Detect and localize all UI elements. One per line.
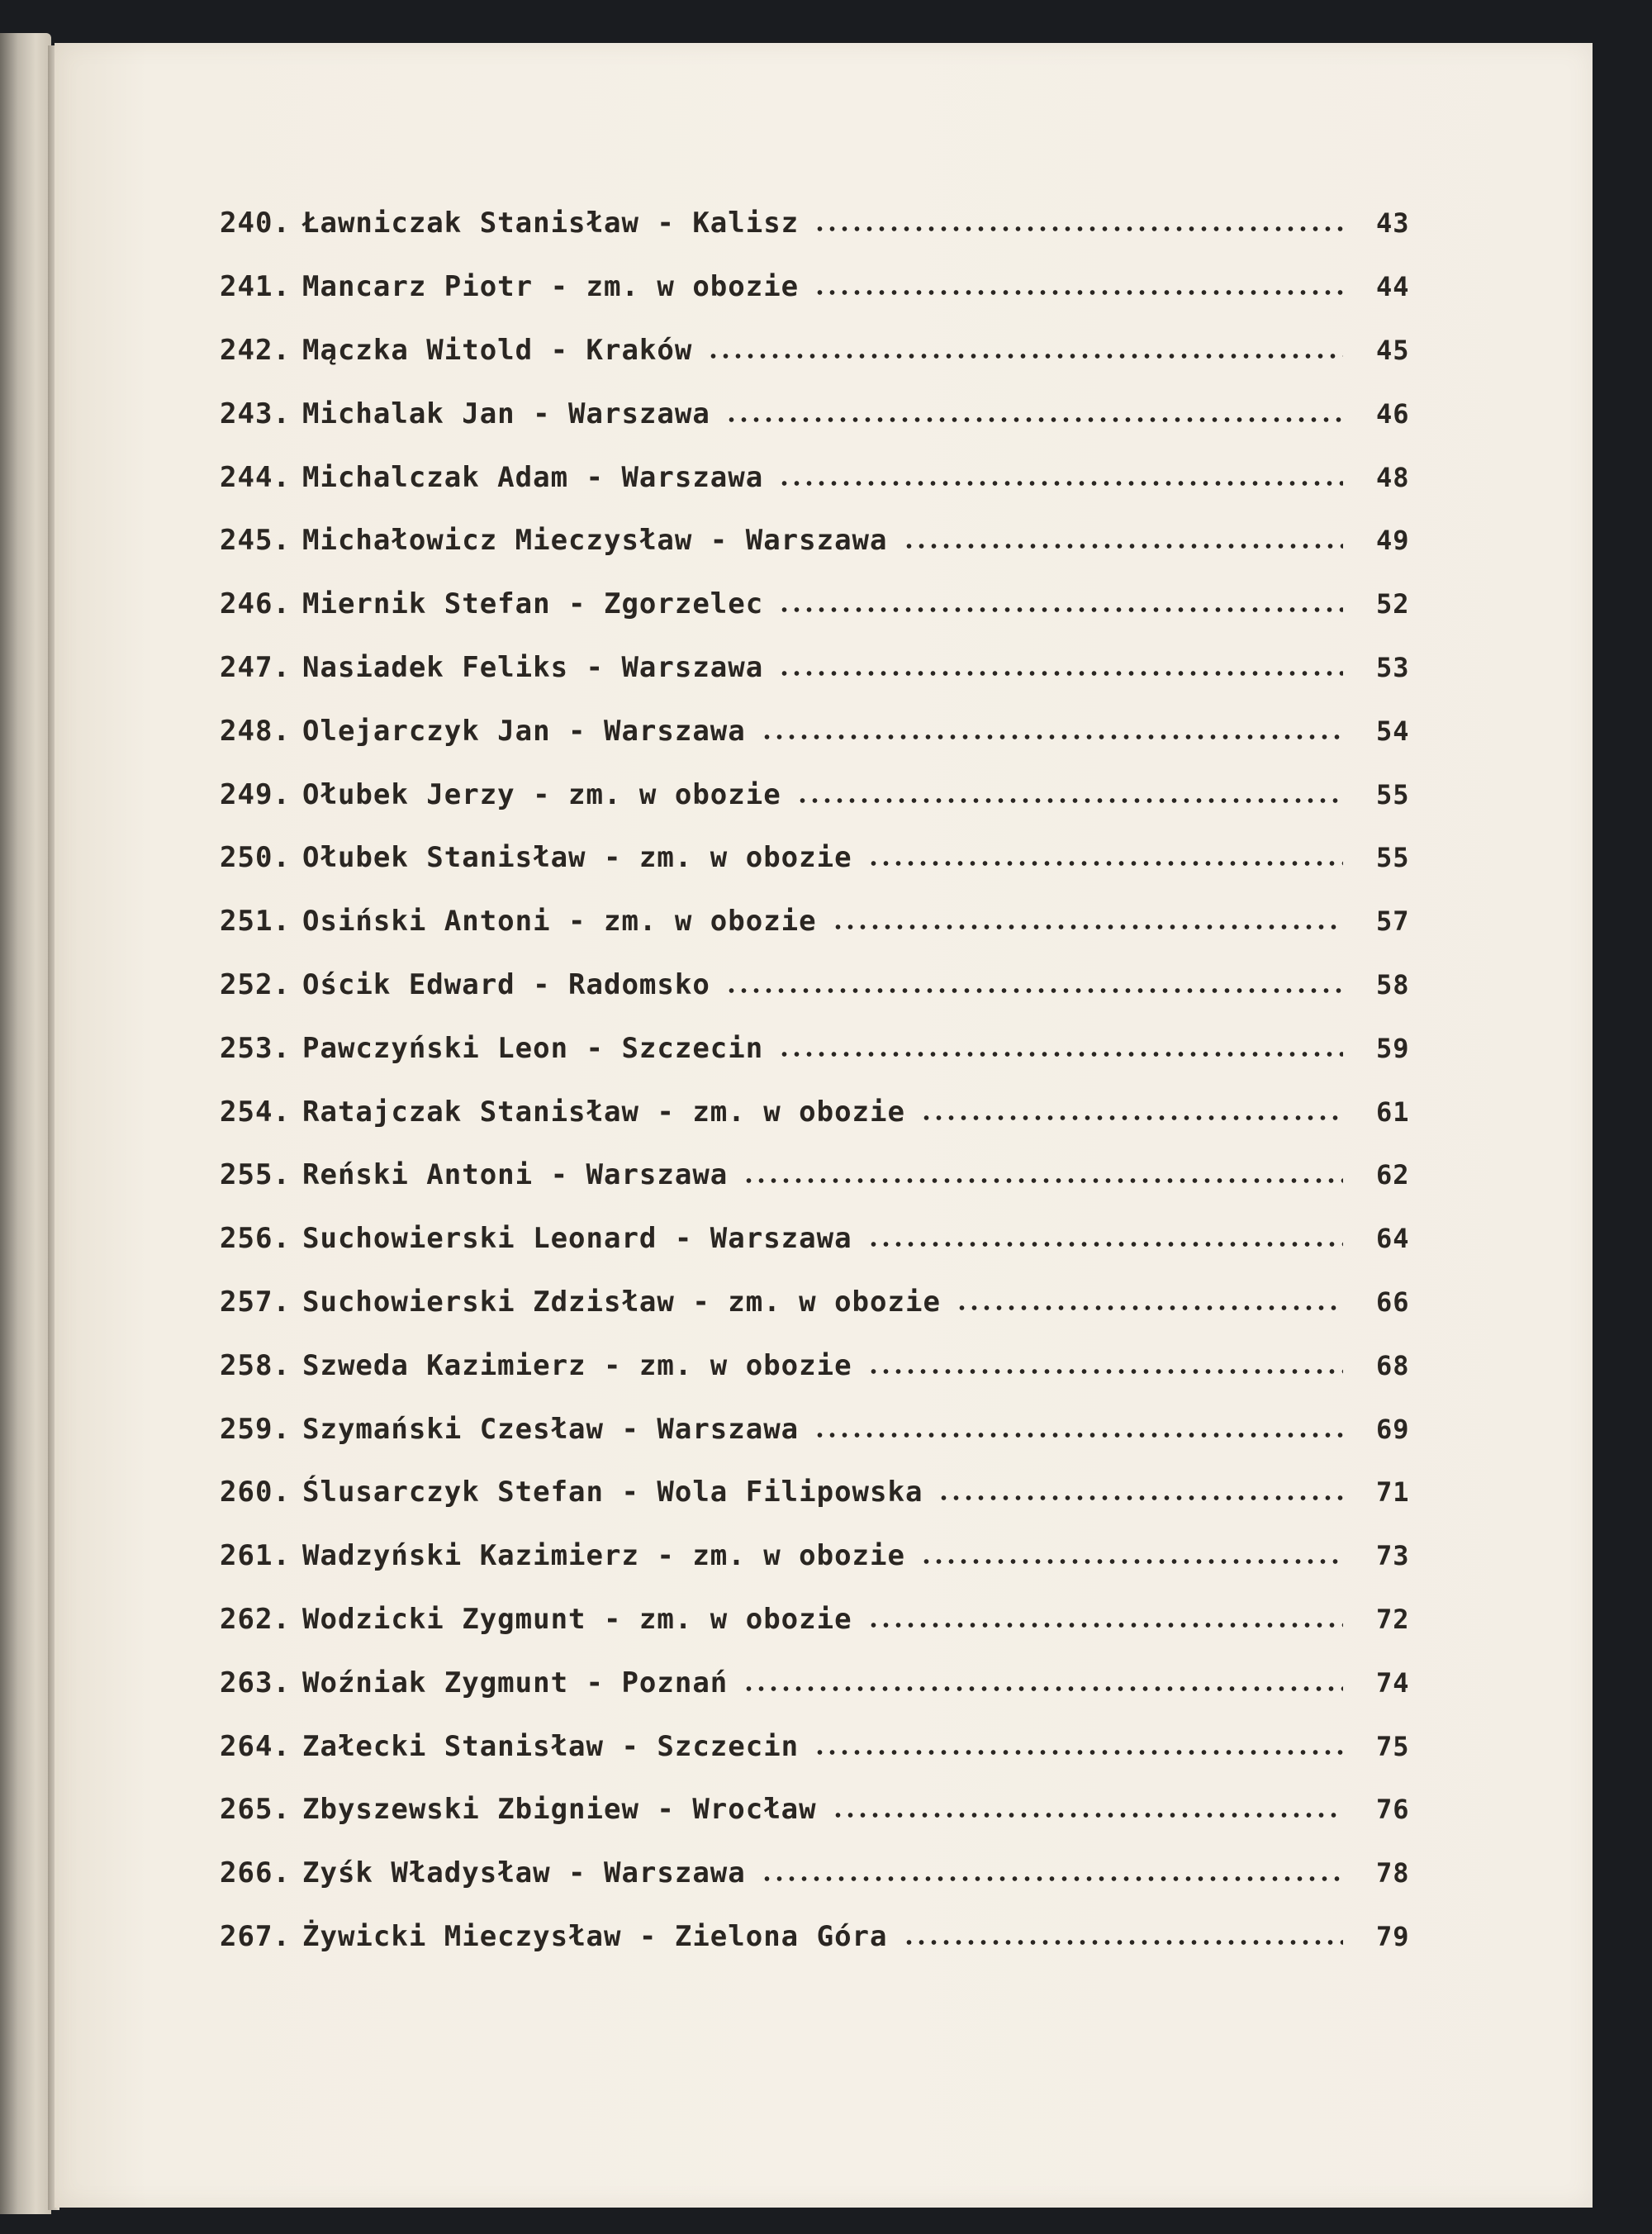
dot-leader: [814, 1432, 1343, 1438]
toc-entry: [220, 636, 1442, 700]
dot-leader: [867, 1622, 1343, 1628]
entry-title: Załecki Stanisław - Szczecin: [302, 1729, 800, 1763]
entry-title: Michałowicz Mieczysław - Warszawa: [302, 524, 888, 558]
dot-leader: [938, 1495, 1343, 1501]
entry-page-number: 75: [1376, 1730, 1410, 1762]
toc-entry: [220, 763, 1442, 826]
toc-entry: [220, 573, 1442, 636]
dot-leader: [832, 924, 1343, 930]
entry-number: 249.: [220, 777, 291, 811]
entry-number: 250.: [220, 841, 291, 875]
entry-title: Wadzyński Kazimierz - zm. w obozie: [302, 1539, 905, 1573]
entry-title: Miernik Stefan - Zgorzelec: [302, 587, 764, 621]
dot-leader: [867, 1241, 1343, 1248]
dot-leader: [778, 606, 1343, 613]
entry-number: 251.: [220, 905, 291, 939]
toc-entry: [220, 826, 1442, 890]
entry-number: 255.: [220, 1158, 291, 1192]
entry-page-number: 68: [1376, 1349, 1410, 1381]
entry-title: Szweda Kazimierz - zm. w obozie: [302, 1348, 852, 1382]
entry-title: Woźniak Zygmunt - Poznań: [302, 1666, 729, 1699]
entry-title: Wodzicki Zygmunt - zm. w obozie: [302, 1602, 852, 1636]
entry-number: 258.: [220, 1348, 291, 1382]
toc-entry: [220, 1333, 1442, 1397]
toc-entry: [220, 1524, 1442, 1588]
entry-page-number: 74: [1376, 1666, 1410, 1699]
entry-page-number: 55: [1376, 778, 1410, 810]
toc-entry: [220, 1207, 1442, 1271]
dot-leader: [814, 289, 1343, 296]
entry-page-number: 59: [1376, 1032, 1410, 1064]
entry-number: 241.: [220, 270, 291, 304]
entry-page-number: 43: [1376, 207, 1410, 240]
entry-number: 245.: [220, 524, 291, 558]
entry-number: 247.: [220, 650, 291, 684]
entry-page-number: 49: [1376, 525, 1410, 557]
entry-title: Ślusarczyk Stefan - Wola Filipowska: [302, 1476, 923, 1509]
dot-leader: [832, 1812, 1343, 1818]
entry-page-number: 79: [1376, 1920, 1410, 1952]
dot-leader: [761, 734, 1343, 740]
entry-page-number: 52: [1376, 588, 1410, 620]
entry-page-number: 71: [1376, 1476, 1410, 1509]
entry-title: Ołubek Stanisław - zm. w obozie: [302, 841, 852, 875]
dot-leader: [903, 543, 1343, 549]
entry-page-number: 54: [1376, 715, 1410, 747]
toc-entry: [220, 1271, 1442, 1334]
entry-title: Szymański Czesław - Warszawa: [302, 1412, 800, 1446]
dot-leader: [920, 1558, 1343, 1565]
toc-entry: [220, 1080, 1442, 1143]
entry-number: 265.: [220, 1793, 291, 1827]
entry-number: 264.: [220, 1729, 291, 1763]
entry-title: Zbyszewski Zbigniew - Wrocław: [302, 1793, 817, 1827]
entry-number: 243.: [220, 397, 291, 430]
toc-entry: [220, 509, 1442, 573]
entry-page-number: 73: [1376, 1540, 1410, 1572]
dot-leader: [761, 1875, 1343, 1882]
entry-title: Olejarczyk Jan - Warszawa: [302, 714, 746, 748]
toc-entry: [220, 1714, 1442, 1778]
entry-page-number: 58: [1376, 968, 1410, 1001]
entry-page-number: 78: [1376, 1857, 1410, 1889]
entry-number: 254.: [220, 1095, 291, 1129]
entry-title: Suchowierski Zdzisław - zm. w obozie: [302, 1285, 941, 1319]
entry-number: 252.: [220, 967, 291, 1001]
entry-number: 246.: [220, 587, 291, 621]
entry-number: 257.: [220, 1285, 291, 1319]
entry-title: Zyśk Władysław - Warszawa: [302, 1856, 746, 1890]
dot-leader: [903, 1939, 1343, 1946]
entry-number: 248.: [220, 714, 291, 748]
entry-title: Reński Antoni - Warszawa: [302, 1158, 729, 1192]
entry-title: Ławniczak Stanisław - Kalisz: [302, 207, 800, 240]
dot-leader: [707, 353, 1343, 359]
dot-leader: [743, 1177, 1343, 1184]
entry-title: Michalak Jan - Warszawa: [302, 397, 710, 430]
dot-leader: [814, 1749, 1343, 1756]
toc-entry: [220, 1143, 1442, 1207]
toc-entry: [220, 1905, 1442, 1969]
entry-title: Ołubek Jerzy - zm. w obozie: [302, 777, 781, 811]
toc-entry: [220, 953, 1442, 1017]
entry-page-number: 44: [1376, 271, 1410, 303]
entry-page-number: 46: [1376, 397, 1410, 430]
dot-leader: [814, 226, 1343, 232]
entry-number: 253.: [220, 1031, 291, 1065]
entry-number: 263.: [220, 1666, 291, 1699]
entry-number: 261.: [220, 1539, 291, 1573]
toc-entry: [220, 890, 1442, 953]
entry-page-number: 57: [1376, 905, 1410, 938]
entry-page-number: 48: [1376, 461, 1410, 493]
entry-title: Michalczak Adam - Warszawa: [302, 460, 764, 494]
entry-title: Suchowierski Leonard - Warszawa: [302, 1222, 852, 1256]
table-of-contents: [220, 192, 1442, 1968]
entry-title: Osiński Antoni - zm. w obozie: [302, 905, 817, 939]
entry-number: 259.: [220, 1412, 291, 1446]
entry-title: Żywicki Mieczysław - Zielona Góra: [302, 1919, 888, 1953]
toc-entry: [220, 1842, 1442, 1905]
toc-entry: [220, 445, 1442, 509]
entry-page-number: 45: [1376, 334, 1410, 366]
dot-leader: [796, 797, 1343, 804]
entry-title: Mączka Witold - Kraków: [302, 333, 693, 367]
toc-entry: [220, 1461, 1442, 1524]
entry-title: Pawczyński Leon - Szczecin: [302, 1031, 764, 1065]
entry-number: 260.: [220, 1476, 291, 1509]
entry-page-number: 55: [1376, 842, 1410, 874]
entry-title: Ratajczak Stanisław - zm. w obozie: [302, 1095, 905, 1129]
toc-entry: [220, 1651, 1442, 1714]
toc-entry: [220, 1397, 1442, 1461]
dot-leader: [778, 1051, 1343, 1058]
dot-leader: [778, 480, 1343, 487]
toc-entry: [220, 1016, 1442, 1080]
entry-number: 256.: [220, 1222, 291, 1256]
dot-leader: [956, 1305, 1343, 1311]
document-page: [55, 43, 1593, 2208]
entry-page-number: 69: [1376, 1413, 1410, 1445]
dot-leader: [867, 860, 1343, 867]
dot-leader: [725, 987, 1343, 994]
dot-leader: [867, 1368, 1343, 1375]
entry-page-number: 72: [1376, 1603, 1410, 1635]
toc-entry: [220, 1778, 1442, 1842]
entry-title: Nasiadek Feliks - Warszawa: [302, 650, 764, 684]
entry-page-number: 66: [1376, 1286, 1410, 1318]
dot-leader: [743, 1685, 1343, 1692]
entry-page-number: 62: [1376, 1159, 1410, 1191]
entry-number: 240.: [220, 207, 291, 240]
entry-number: 244.: [220, 460, 291, 494]
entry-page-number: 64: [1376, 1223, 1410, 1255]
entry-page-number: 53: [1376, 651, 1410, 683]
toc-entry: [220, 255, 1442, 319]
entry-number: 267.: [220, 1919, 291, 1953]
entry-number: 262.: [220, 1602, 291, 1636]
entry-page-number: 76: [1376, 1794, 1410, 1826]
entry-title: Ościk Edward - Radomsko: [302, 967, 710, 1001]
dot-leader: [778, 670, 1343, 677]
entry-title: Mancarz Piotr - zm. w obozie: [302, 270, 800, 304]
entry-page-number: 61: [1376, 1096, 1410, 1128]
toc-entry: [220, 1588, 1442, 1652]
dot-leader: [725, 416, 1343, 423]
toc-entry: [220, 319, 1442, 383]
entry-number: 266.: [220, 1856, 291, 1890]
previous-page-edge: [0, 33, 51, 2214]
toc-entry: [220, 192, 1442, 255]
toc-entry: [220, 699, 1442, 763]
toc-entry: [220, 382, 1442, 445]
entry-number: 242.: [220, 333, 291, 367]
dot-leader: [920, 1115, 1343, 1121]
